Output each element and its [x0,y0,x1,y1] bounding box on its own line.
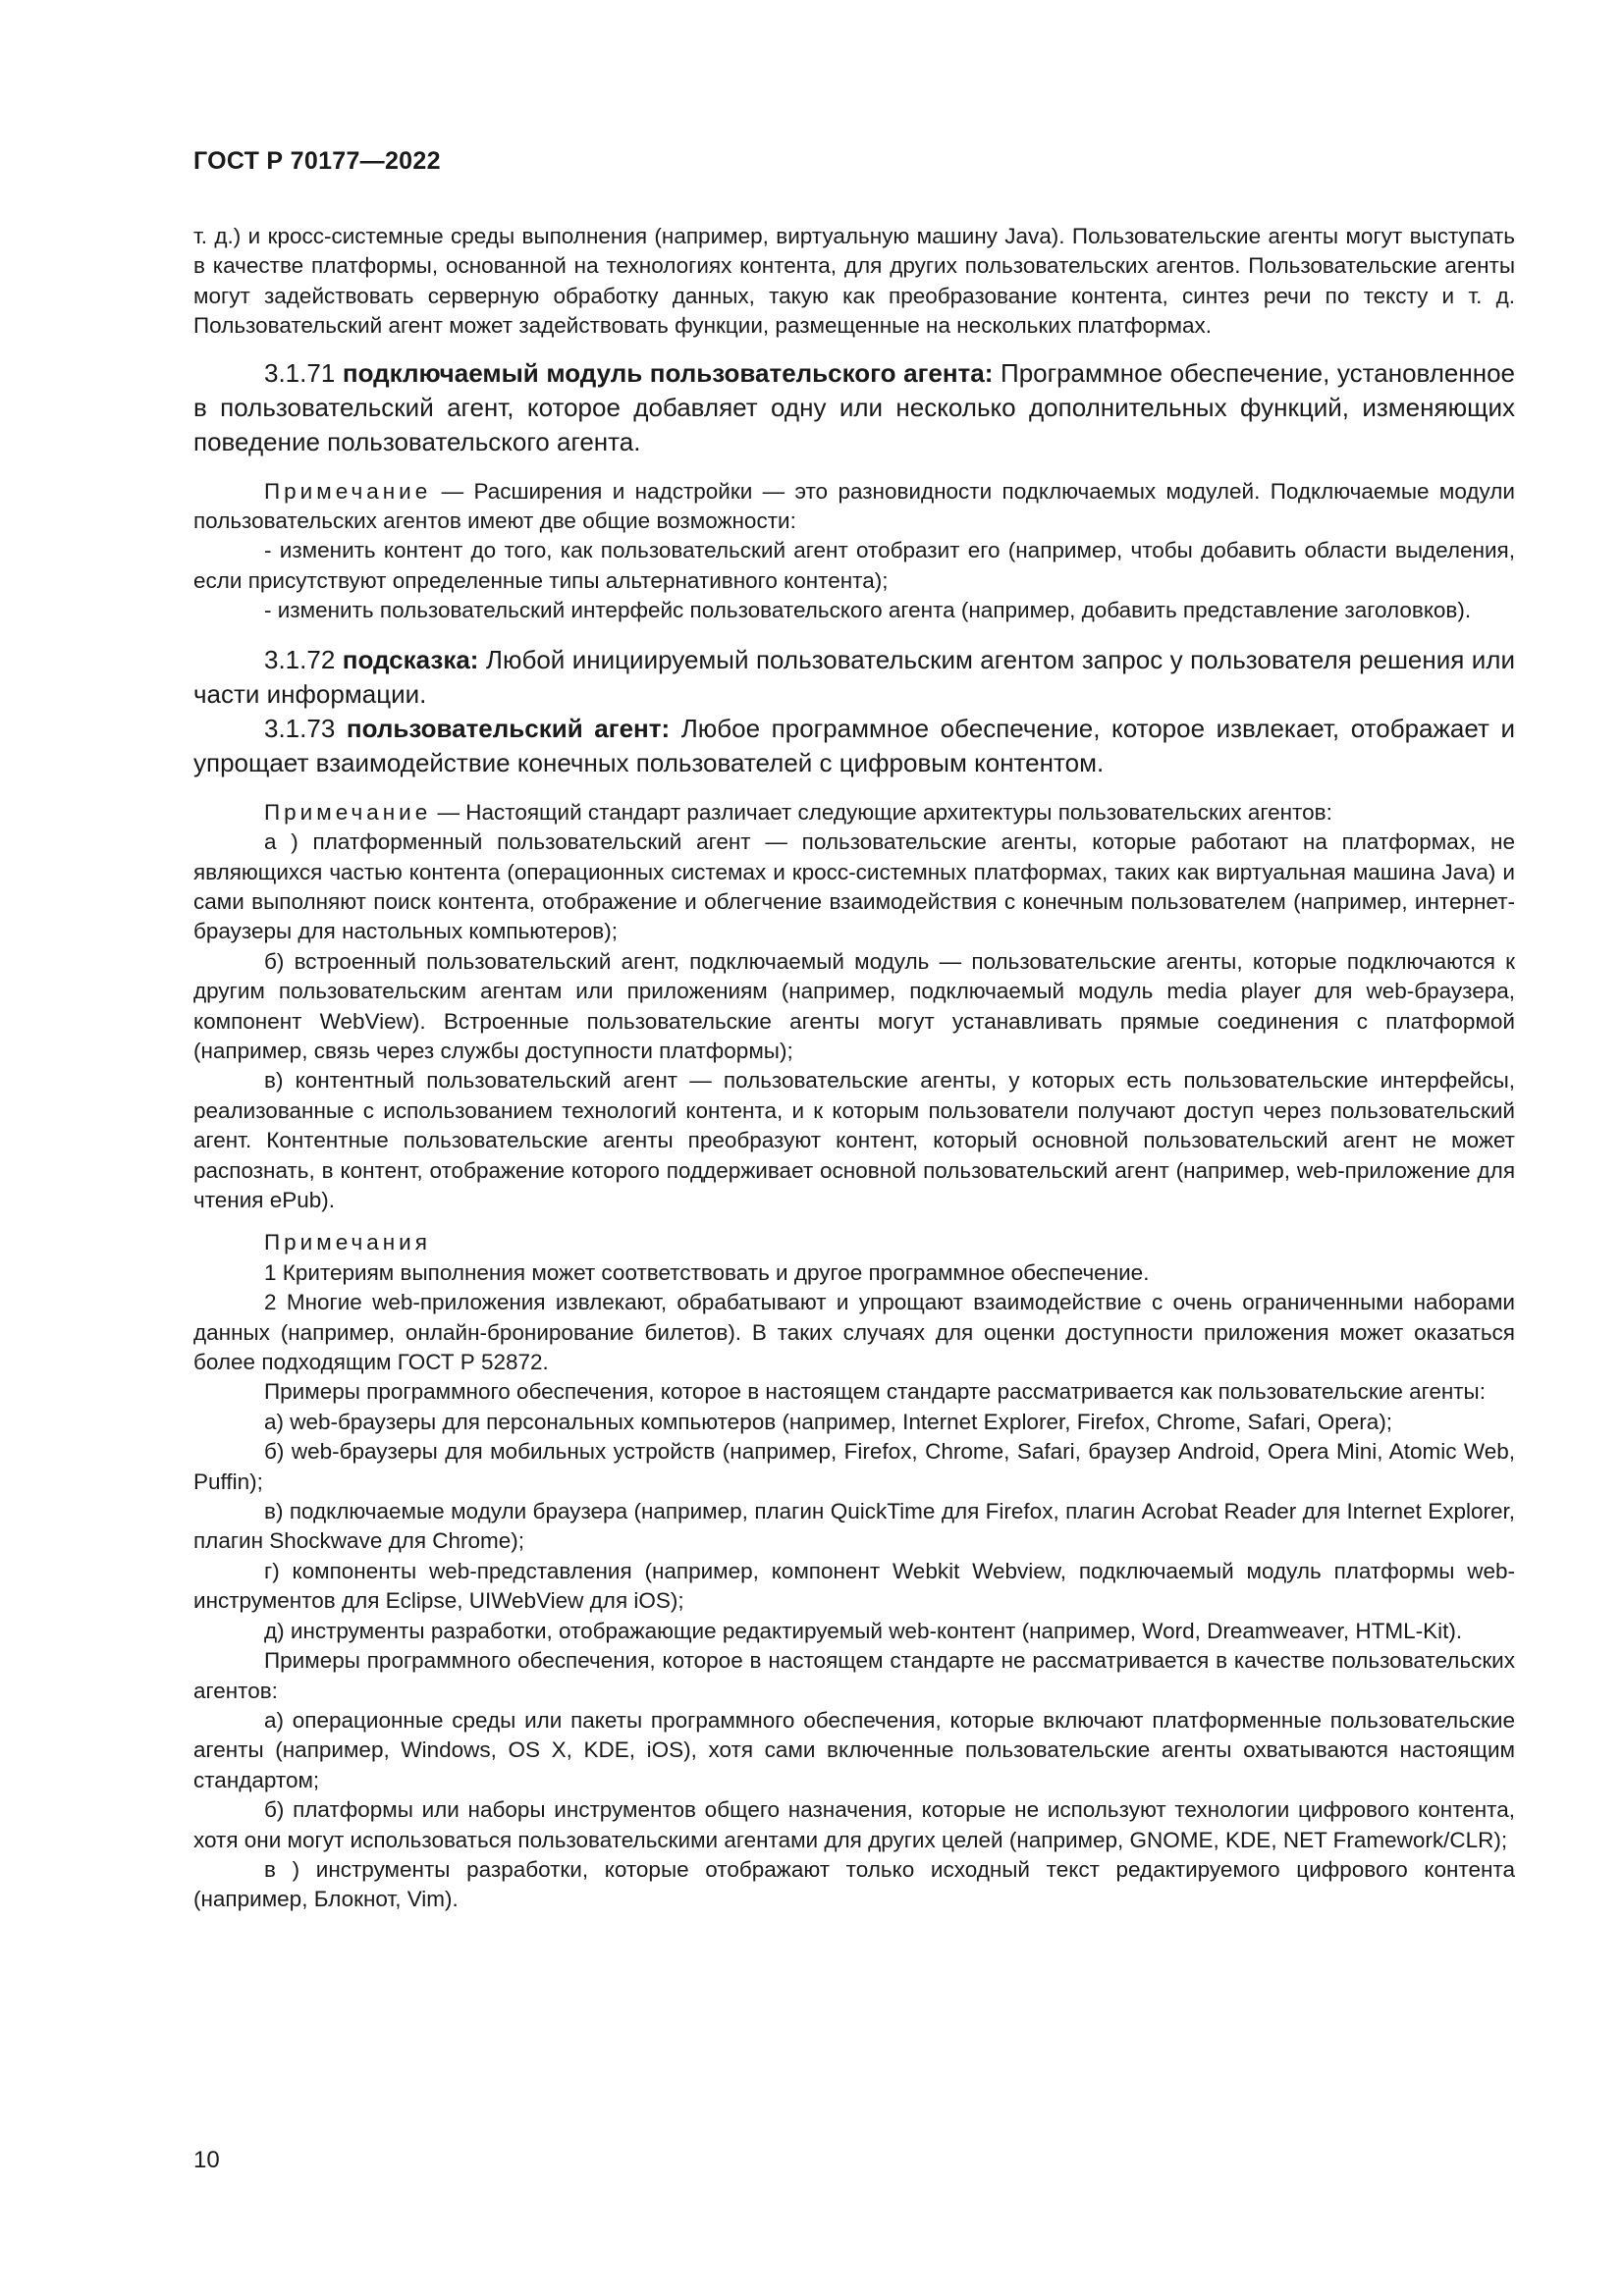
note-label: Примечание [264,799,432,825]
term-definition: Любой инициируемый пользовательским агентом запрос у пользователя решения или части информации. [193,644,1515,709]
example-in-item: г) компоненты web-представления (например, компонент Webkit Webview, подключаемый модуль платформы web-инструментов для Eclipse, UIWebView для iOS); [193,1558,1515,1614]
note-1: 1 Критериям выполнения может соответствовать и другое программное обеспечение. [264,1259,1150,1285]
document-header: ГОСТ Р 70177—2022 [193,147,441,175]
note-item: в) контентный пользовательский агент — пользовательские агенты, у которых есть пользовательские интерфейсы, реализованные с использованием технологий контента, и к которым пользователи получают доступ через пользовательский агент. Контентные пользовательские агенты преобразуют контент, который основной пользовательский агент не может распознать, в контент, отображение которого поддерживает основной пользовательский агент (например, web-приложение для чтения ePub). [193,1068,1515,1213]
example-out-item: а) операционные среды или пакеты программного обеспечения, которые включают платформенные пользовательские агенты (например, Windows, OS X, KDE, iOS), хотя сами включенные пользовательские агенты охватываются настоящим стандартом; [193,1707,1515,1792]
term-number: 3.1.72 [264,644,336,674]
term-definition: Программное обеспечение, установленное в пользовательский агент, которое добавляет одну или несколько дополнительных функций, изменяющих поведение пользовательского агента. [193,357,1516,457]
example-in-item: б) web-браузеры для мобильных устройств (например, Firefox, Chrome, Safari, браузер Android, Opera Mini, Atomic Web, Puffin); [193,1439,1515,1494]
note-item: а ) платформенный пользовательский агент — пользовательские агенты, которые работают на платформах, не являющихся частью контента (операционных системах и кросс-системных платформах, таких как виртуальная машина Java) и сами выполняют поиск контента, отображение и облегчение взаимодействия с конечным пользователем (например, интернет-браузеры для настольных компьютеров); [193,829,1515,944]
term-number: 3.1.73 [264,714,336,744]
term-3-1-72 [193,643,1515,713]
term-3-1-73 [193,712,1515,781]
page-number: 10 [193,2147,220,2173]
term-definition: Любое программное обеспечение, которое извлекает, отображает и упрощает взаимодействие конечных пользователей с цифровым контентом. [193,714,1515,778]
note-text: — Расширения и надстройки — это разновидности подключаемых модулей. Подключаемые модули пользовательских агентов имеют две общие возможности: [193,478,1515,533]
example-in-item: д) инструменты разработки, отображающие редактируемый web-контент (например, Word, Dreamweaver, HTML-Kit). [264,1618,1463,1643]
note-text: — Настоящий стандарт различает следующие архитектуры пользовательских агентов: [437,799,1332,825]
note-item: б) встроенный пользовательский агент, подключаемый модуль — пользовательские агенты, которые подключаются к другим пользовательским агентам или приложениям (например, подключаемый модуль media player для web-браузера, компонент WebView). Встроенные пользовательские агенты могут устанавливать прямые соединения с платформой (например, связь через службы доступности платформы); [193,948,1515,1063]
note-item: - изменить пользовательский интерфейс пользовательского агента (например, добавить представление заголовков). [264,598,1472,623]
note-item: - изменить контент до того, как пользовательский агент отобразит его (например, чтобы добавить области выделения, если присутствуют определенные типы альтернативного контента); [193,538,1515,593]
term-title: подключаемый модуль пользовательского агента: [342,357,994,388]
note-3-1-71 [193,477,1515,537]
notes-label: Примечания [264,1230,431,1255]
note-3-1-73 [193,798,1515,828]
note-label: Примечание [264,478,432,504]
term-title: пользовательский агент: [346,714,671,744]
example-out-item: в ) инструменты разработки, которые отображают только исходный текст редактируемого цифрового контента (например, Блокнот, Vim). [193,1856,1515,1912]
intro-paragraph: т. д.) и кросс-системные среды выполнения (например, виртуальную машину Java). Пользовательские агенты могут выступать в качестве платформы, основанной на технологиях контента, для других пользовательских агентов. Пользовательские агенты могут задействовать серверную обработку данных, такую как преобразование контента, синтез речи по тексту и т. д. Пользовательский агент может задействовать функции, размещенные на нескольких платформах. [193,224,1515,339]
note-2: 2 Многие web-приложения извлекают, обрабатывают и упрощают взаимодействие с очень ограниченными наборами данных (например, онлайн-бронирование билетов). В таких случаях для оценки доступности приложения может оказаться более подходящим ГОСТ Р 52872. [193,1290,1515,1375]
example-out-item: б) платформы или наборы инструментов общего назначения, которые не используют технологии цифрового контента, хотя они могут использоваться пользовательскими агентами для других целей (например, GNOME, KDE, NET Framework/CLR); [193,1797,1515,1852]
example-in-item: в) подключаемые модули браузера (например, плагин QuickTime для Firefox, плагин Acrobat Reader для Internet Explorer, плагин Shockwave для Chrome); [193,1499,1515,1554]
term-number: 3.1.71 [264,357,336,388]
examples-in-intro: Примеры программного обеспечения, которое в настоящем стандарте рассматривается как пользовательские агенты: [264,1379,1486,1405]
term-3-1-71 [193,356,1515,460]
page-body [193,222,1515,1915]
examples-out-intro: Примеры программного обеспечения, которое в настоящем стандарте не рассматривается в качестве пользовательских агентов: [193,1648,1515,1703]
term-title: подсказка: [342,644,479,674]
example-in-item: а) web-браузеры для персональных компьютеров (например, Internet Explorer, Firefox, Chrome, Safari, Opera); [264,1409,1393,1434]
